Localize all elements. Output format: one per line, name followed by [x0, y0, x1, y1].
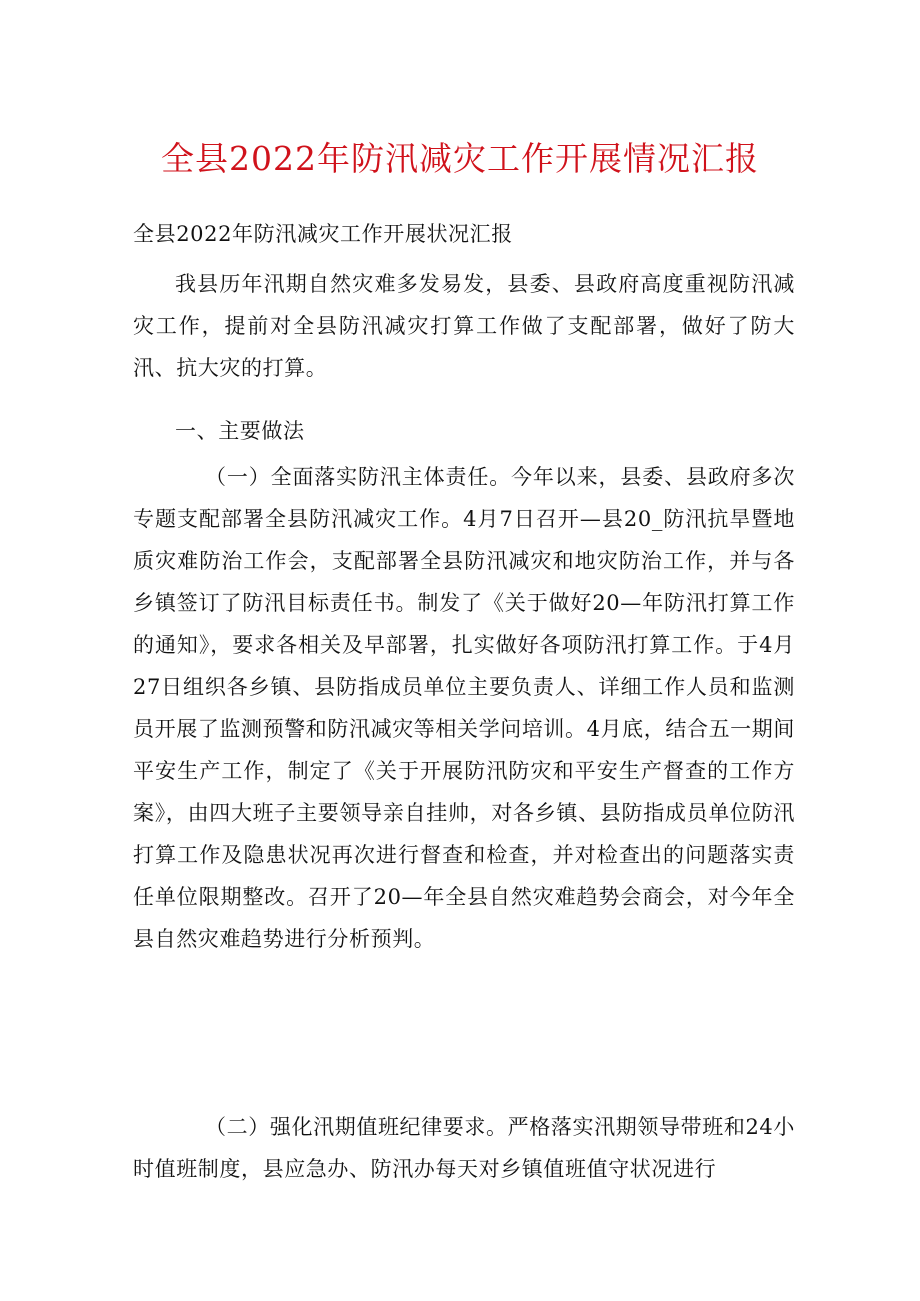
intro-paragraph: [133, 263, 795, 389]
document-subtitle: 全县2022年防汛减灾工作开展状况汇报: [133, 222, 513, 246]
paragraph-one: [133, 456, 795, 960]
paragraph-two: [133, 1106, 795, 1190]
paragraph-one-text: （一）全面落实防汛主体责任。今年以来，县委、县政府多次专题支配部署全县防汛减灾工作。4月7日召开—县20_防汛抗旱暨地质灾难防治工作会，支配部署全县防汛减灾和地灾防治工作，并与各乡镇签订了防汛目标责任书。制发了《关于做好20—年防汛打算工作的通知》，要求各相关及早部署，扎实做好各项防汛打算工作。于4月27日组织各乡镇、县防指成员单位主要负责人、详细工作人员和监测员开展了监测预警和防汛减灾等相关学问培训。4月底，结合五一期间平安生产工作，制定了《关于开展防汛防灾和平安生产督查的工作方案》，由四大班子主要领导亲自挂帅，对各乡镇、县防指成员单位防汛打算工作及隐患状况再次进行督查和检查，并对检查出的问题落实责任单位限期整改。召开了20—年全县自然灾难趋势会商会，对今年全县自然灾难趋势进行分析预判。: [133, 465, 795, 951]
paragraph-two-text: （二）强化汛期值班纪律要求。严格落实汛期领导带班和24小时值班制度，县应急办、防汛办每天对乡镇值班值守状况进行: [133, 1115, 795, 1181]
intro-text: 我县历年汛期自然灾难多发易发，县委、县政府高度重视防汛减灾工作，提前对全县防汛减灾打算工作做了支配部署，做好了防大汛、抗大灾的打算。: [133, 272, 795, 380]
section-heading: 一、主要做法: [175, 419, 305, 443]
document-title: 全县2022年防汛减灾工作开展情况汇报: [161, 139, 759, 178]
